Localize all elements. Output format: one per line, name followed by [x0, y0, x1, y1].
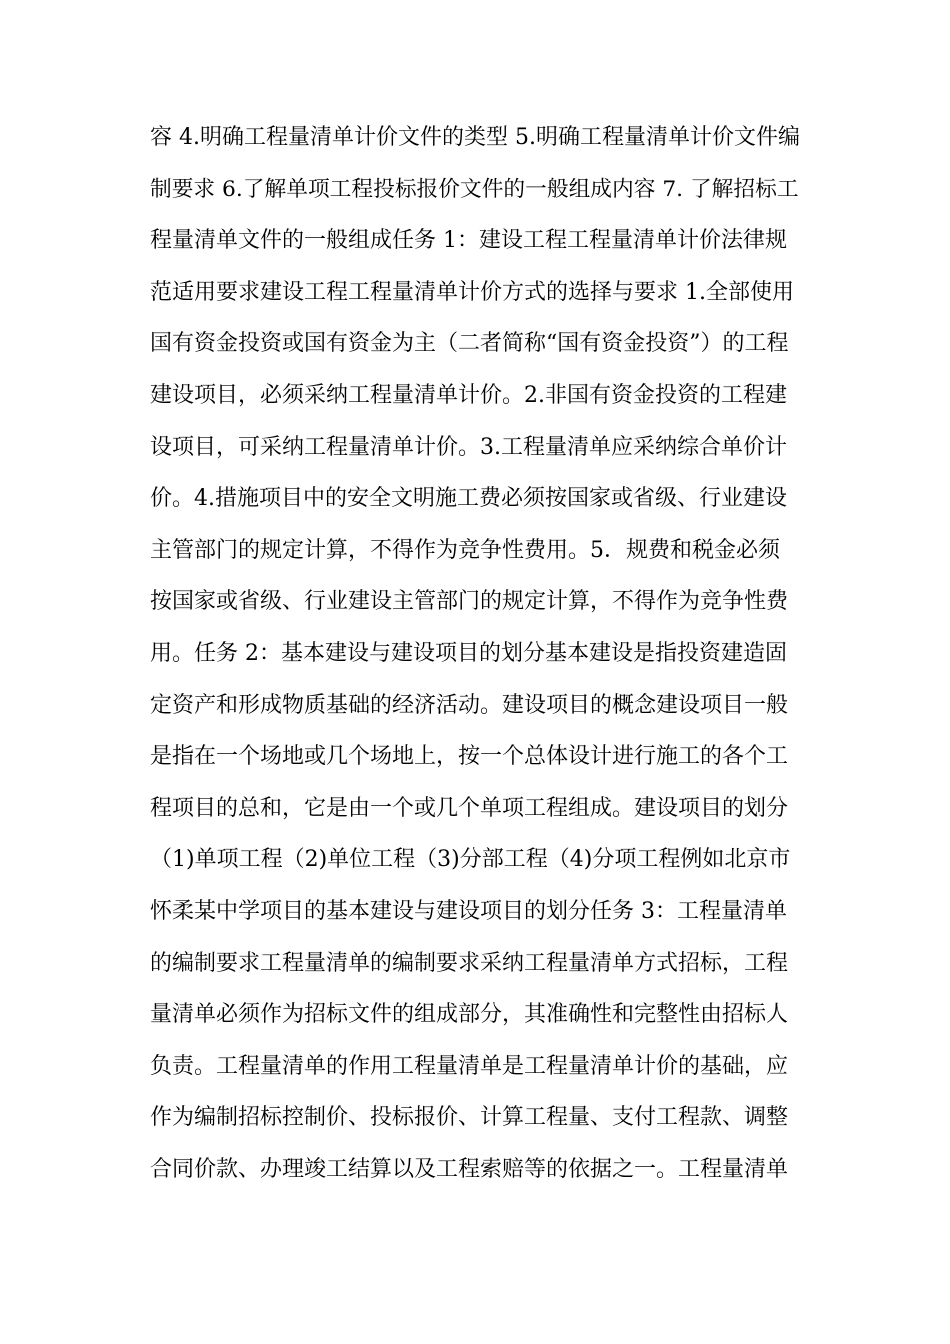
- text-line: 价。4.措施项目中的安全文明施工费必须按国家或省级、行业建设: [150, 486, 787, 512]
- text-line: 按国家或省级、行业建设主管部门的规定计算，不得作为竞争性费: [150, 589, 789, 615]
- text-line: 定资产和形成物质基础的经济活动。建设项目的概念建设项目一般: [150, 692, 789, 718]
- text-line: 是指在一个场地或几个场地上，按一个总体设计进行施工的各个工: [150, 744, 789, 770]
- text-line: 用。任务 2：基本建设与建设项目的划分基本建设是指投资建造固: [150, 640, 787, 666]
- text-line: 设项目，可采纳工程量清单计价。3.工程量清单应采纳综合单价计: [150, 434, 787, 460]
- text-line: 合同价款、办理竣工结算以及工程索赔等的依据之一。工程量清单: [150, 1156, 789, 1182]
- text-line: 程量清单文件的一般组成任务 1：建设工程工程量清单计价法律规: [150, 228, 787, 254]
- text-line: 容 4.明确工程量清单计价文件的类型 5.明确工程量清单计价文件编: [150, 125, 800, 150]
- text-line: 主管部门的规定计算，不得作为竞争性费用。5．规费和税金必须: [150, 537, 780, 563]
- text-line: 量清单必须作为招标文件的组成部分，其准确性和完整性由招标人: [150, 1002, 789, 1028]
- text-line: 国有资金投资或国有资金为主（二者简称“国有资金投资”）的工程: [150, 331, 789, 357]
- text-line: 怀柔某中学项目的基本建设与建设项目的划分任务 3：工程量清单: [150, 898, 787, 924]
- text-line: （1)单项工程（2)单位工程（3)分部工程（4)分项工程例如北京市: [150, 847, 791, 873]
- body-paragraph: [150, 112, 802, 1195]
- text-line: 负责。工程量清单的作用工程量清单是工程量清单计价的基础，应: [150, 1053, 789, 1079]
- text-line: 程项目的总和，它是由一个或几个单项工程组成。建设项目的划分: [150, 795, 789, 821]
- text-line: 建设项目，必须采纳工程量清单计价。2.非国有资金投资的工程建: [150, 382, 787, 408]
- text-line: 制要求 6.了解单项工程投标报价文件的一般组成内容 7. 了解招标工: [150, 176, 799, 202]
- text-line: 的编制要求工程量清单的编制要求采纳工程量清单方式招标，工程: [150, 950, 789, 976]
- text-line: 范适用要求建设工程工程量清单计价方式的选择与要求 1.全部使用: [150, 279, 794, 305]
- text-line: 作为编制招标控制价、投标报价、计算工程量、支付工程款、调整: [150, 1105, 789, 1131]
